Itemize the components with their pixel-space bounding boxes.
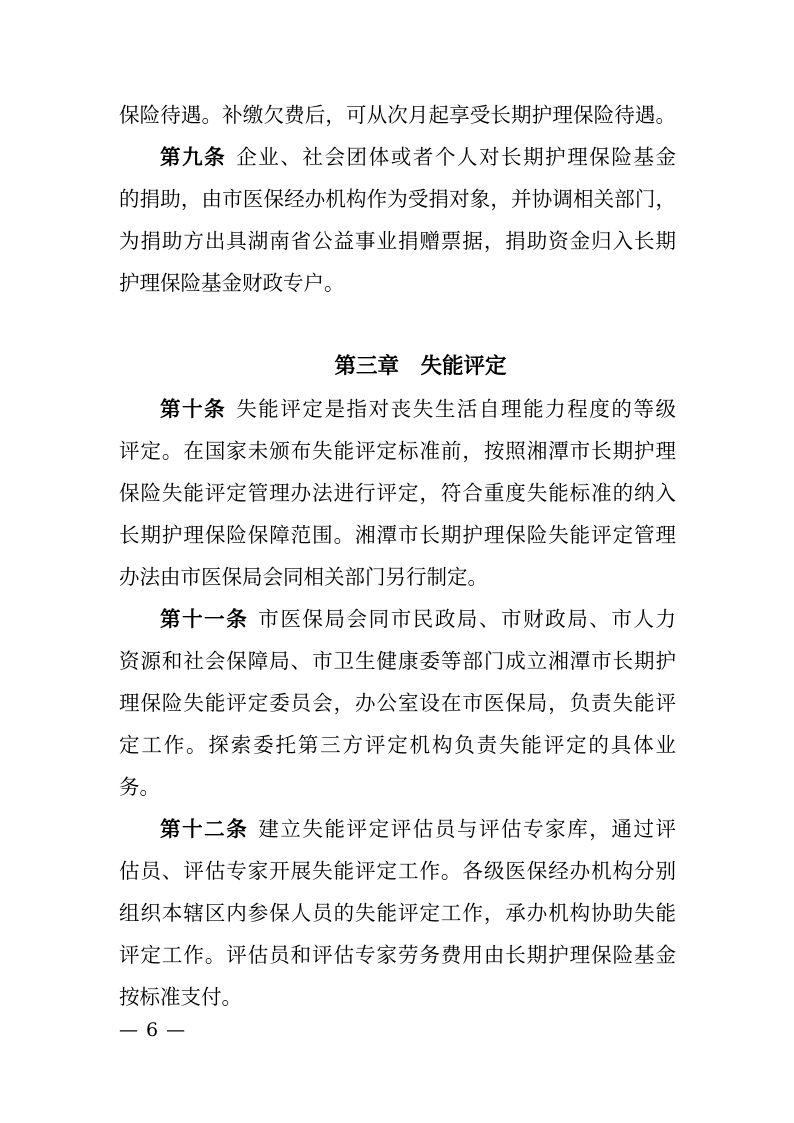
text-line (119, 598, 676, 640)
paragraph (119, 598, 676, 808)
text-line: 理保险失能评定委员会，办公室设在市医保局，负责失能评 (119, 691, 676, 715)
article-number: 第十条 (160, 397, 227, 421)
line-text: 失能评定是指对丧失生活自理能力程度的等级 (236, 397, 677, 421)
paragraph (119, 388, 676, 598)
text-line: 保险待遇。补缴欠费后，可从次月起享受长期护理保险待遇。 (119, 103, 676, 127)
text-line: 长期护理保险保障范围。湘潭市长期护理保险失能评定管理 (119, 523, 676, 547)
text-line: 定工作。探索委托第三方评定机构负责失能评定的具体业 (119, 733, 676, 757)
paragraph (119, 94, 676, 136)
text-line: 资源和社会保障局、市卫生健康委等部门成立湘潭市长期护 (119, 649, 676, 673)
text-line (119, 136, 676, 178)
line-text: 建立失能评定评估员与评估专家库，通过评 (258, 817, 677, 841)
chapter-heading: 第三章 失能评定 (334, 354, 507, 379)
text-line: 办法由市医保局会同相关部门另行制定。 (119, 565, 488, 589)
text-line: 组织本辖区内参保人员的失能评定工作，承办机构协助失能 (119, 901, 676, 925)
text-line: 为捐助方出具湖南省公益事业捐赠票据，捐助资金归入长期 (119, 229, 676, 253)
article-number: 第十二条 (160, 817, 249, 841)
text-line (119, 388, 676, 430)
text-line: 评定工作。评估员和评估专家劳务费用由长期护理保险基金 (119, 943, 676, 967)
article-number: 第九条 (160, 145, 227, 169)
paragraph (119, 136, 676, 304)
line-text: 企业、社会团体或者个人对长期护理保险基金 (236, 145, 677, 169)
paragraph (119, 808, 676, 1018)
page-number: — 6 — (119, 1019, 187, 1041)
article-number: 第十一条 (160, 607, 249, 631)
text-line: 评定。在国家未颁布失能评定标准前，按照湘潭市长期护理 (119, 439, 676, 463)
text-line: 护理保险基金财政专户。 (119, 271, 345, 295)
text-line: 的捐助，由市医保经办机构作为受捐对象，并协调相关部门， (119, 187, 676, 211)
text-line: 估员、评估专家开展失能评定工作。各级医保经办机构分别 (119, 859, 676, 883)
line-text: 市医保局会同市民政局、市财政局、市人力 (258, 607, 677, 631)
text-line: 按标准支付。 (119, 985, 242, 1009)
document-body (119, 94, 676, 1018)
text-line: 保险失能评定管理办法进行评定，符合重度失能标准的纳入 (119, 481, 676, 505)
text-line (119, 808, 676, 850)
text-line: 务。 (119, 775, 160, 799)
